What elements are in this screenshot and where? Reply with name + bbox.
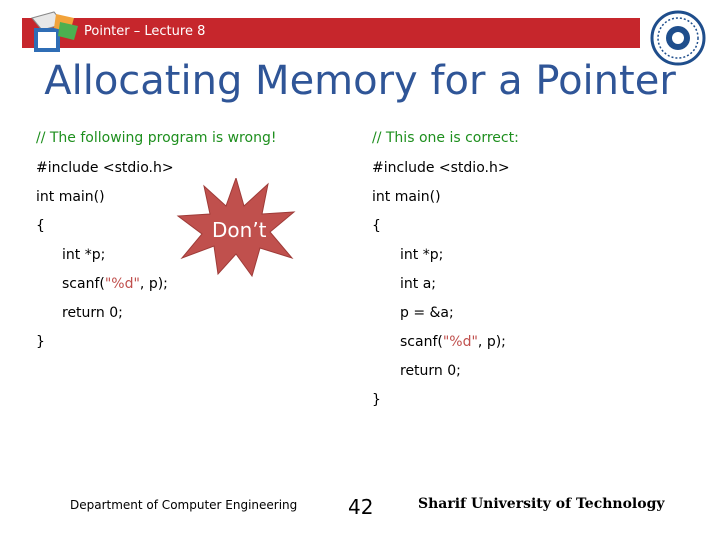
right-decl-p: int *p;: [400, 247, 444, 263]
footer-university: Sharif University of Technology: [418, 496, 665, 512]
left-scanf-format: "%d": [104, 276, 140, 292]
callout-text: Don’t: [212, 218, 267, 242]
right-close-brace: }: [372, 392, 381, 408]
left-scanf: [62, 276, 168, 292]
right-include: #include <stdio.h>: [372, 160, 510, 176]
right-assign: p = &a;: [400, 305, 454, 321]
right-scanf-pre: scanf(: [400, 334, 443, 350]
right-main: int main(): [372, 189, 441, 205]
left-include: #include <stdio.h>: [36, 160, 174, 176]
right-scanf: [400, 334, 506, 350]
left-return: return 0;: [62, 305, 123, 321]
left-main: int main(): [36, 189, 105, 205]
left-close-brace: }: [36, 334, 45, 350]
right-open-brace: {: [372, 218, 381, 234]
right-return: return 0;: [400, 363, 461, 379]
footer-department: Department of Computer Engineering: [70, 498, 298, 512]
right-scanf-post: , p);: [477, 334, 506, 350]
right-comment: // This one is correct:: [372, 130, 519, 146]
left-scanf-post: , p);: [139, 276, 168, 292]
left-open-brace: {: [36, 218, 45, 234]
left-decl: int *p;: [62, 247, 106, 263]
header-title: Pointer – Lecture 8: [84, 24, 206, 39]
left-comment: // The following program is wrong!: [36, 130, 277, 146]
slide-title: Allocating Memory for a Pointer: [44, 58, 676, 104]
left-scanf-pre: scanf(: [62, 276, 105, 292]
right-decl-a: int a;: [400, 276, 436, 292]
lecture-logo-icon: [24, 10, 80, 58]
page-number: 42: [348, 495, 374, 519]
right-scanf-format: "%d": [442, 334, 478, 350]
